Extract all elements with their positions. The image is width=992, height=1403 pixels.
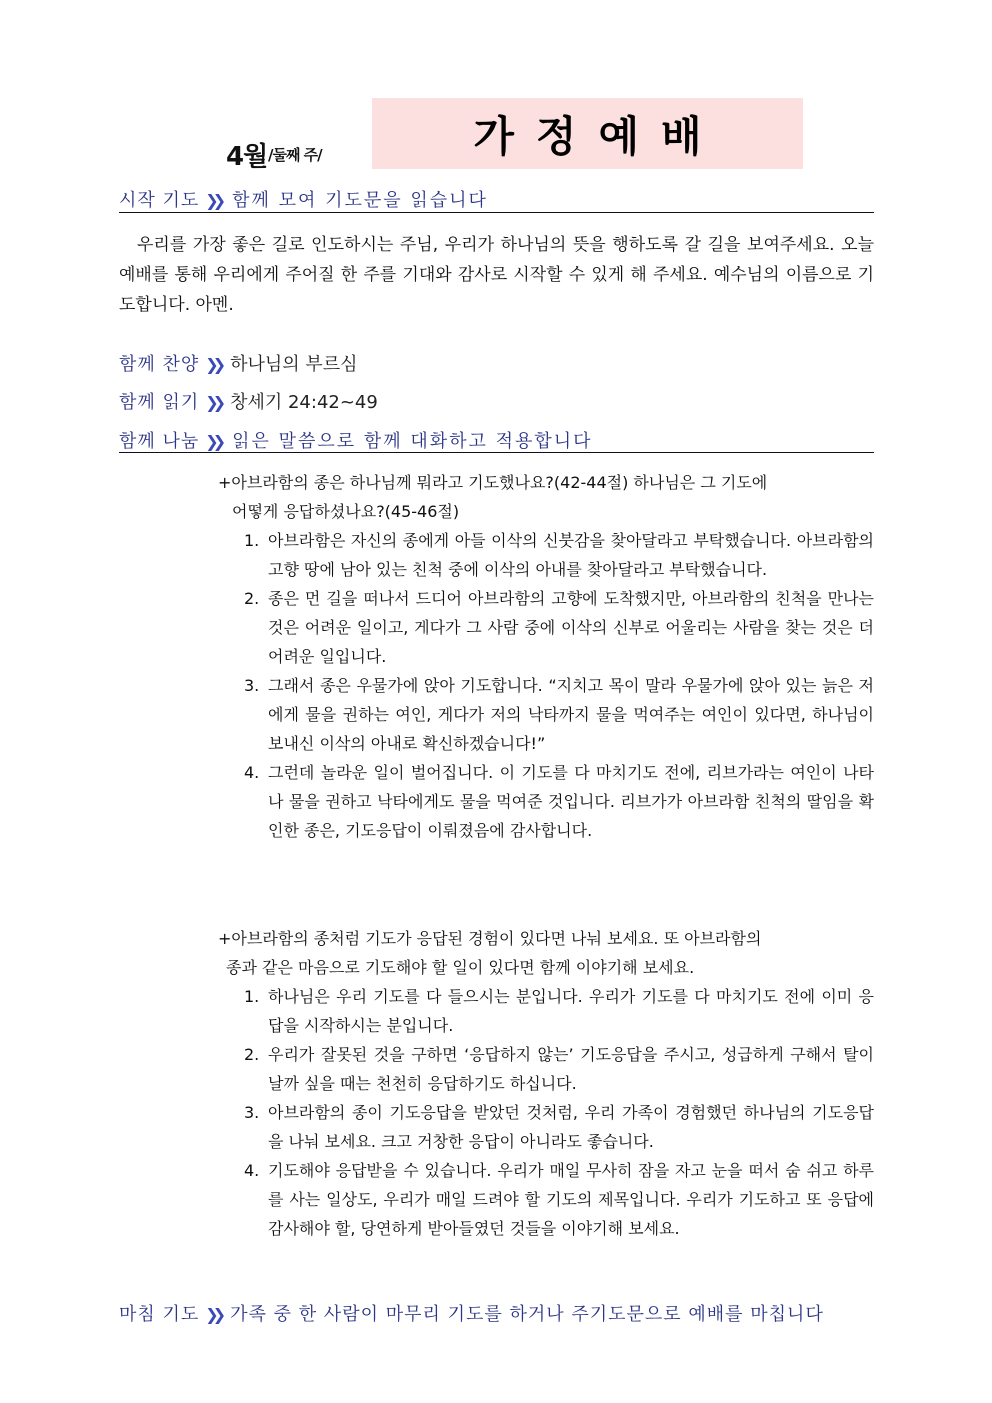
list-item [244, 526, 874, 584]
section-label: 함께 찬양 [119, 354, 200, 375]
answer-list-2 [244, 982, 874, 1243]
item-text: 아브라함은 자신의 종에게 아들 이삭의 신붓감을 찾아달라고 부탁했습니다. 아브라함의 고향 땅에 남아 있는 친척 중에 이삭의 아내를 찾아달라고 부탁했습니다. [268, 531, 874, 579]
list-item [244, 758, 874, 845]
section-description: 가족 중 한 사람이 마무리 기도를 하거나 주기도문으로 예배를 마칩니다 [230, 1304, 824, 1325]
month-label: 4월 [226, 142, 268, 172]
double-chevron-icon: ❯❯ [205, 393, 221, 412]
item-text: 우리가 잘못된 것을 구하면 ‘응답하지 않는’ 기도응답을 주시고, 성급하게 구해서 탈이 날까 싶을 때는 천천히 응답하기도 하십니다. [268, 1045, 874, 1093]
question-line: +아브라함의 종은 하나님께 뭐라고 기도했나요?(42-44절) 하나님은 그 기도에 [218, 473, 768, 492]
section-description: 읽은 말씀으로 함께 대화하고 적용합니다 [232, 431, 593, 452]
section-praise [119, 350, 874, 376]
discussion-question-2 [218, 924, 874, 982]
item-number: 1. [244, 531, 260, 550]
opening-prayer-text: 우리를 가장 좋은 길로 인도하시는 주님, 우리가 하나님의 뜻을 행하도록 갈 길을 보여주세요. 오늘 예배를 통해 우리에게 주어질 한 주를 기대와 감사로 시작할 수 있게 해 주세요. 예수님의 이름으로 기도합니다. 아멘. [119, 235, 874, 315]
list-item [244, 584, 874, 671]
item-text: 그래서 종은 우물가에 앉아 기도합니다. “지치고 목이 말라 우물가에 앉아 있는 늙은 저에게 물을 권하는 여인, 게다가 저의 낙타까지 물을 먹여주는 여인이 있다면, 하나님이 보내신 이삭의 아내로 확신하겠습니다!” [268, 676, 874, 753]
list-item [244, 982, 874, 1040]
scripture-reference: 창세기 24:42~49 [230, 392, 378, 413]
item-number: 4. [244, 763, 260, 782]
question-line: 어떻게 응답하셨나요?(45-46절) [232, 502, 460, 521]
list-item [244, 1098, 874, 1156]
section-label: 시작 기도 [119, 190, 200, 211]
week-label: /둘째 주/ [268, 146, 322, 164]
question-line: +아브라함의 종처럼 기도가 응답된 경험이 있다면 나눠 보세요. 또 아브라함의 [218, 929, 762, 948]
item-number: 1. [244, 987, 260, 1006]
divider [119, 452, 874, 453]
section-label: 함께 읽기 [119, 392, 200, 413]
title-box [372, 98, 803, 169]
item-number: 2. [244, 589, 260, 608]
discussion-question-1 [218, 468, 874, 526]
list-item [244, 671, 874, 758]
item-text: 종은 먼 길을 떠나서 드디어 아브라함의 고향에 도착했지만, 아브라함의 친척을 만나는 것은 어려운 일이고, 게다가 그 사람 중에 이삭의 신부로 어울리는 사람을 찾는 것은 더 어려운 일입니다. [268, 589, 874, 666]
item-text: 기도해야 응답받을 수 있습니다. 우리가 매일 무사히 잠을 자고 눈을 떠서 숨 쉬고 하루를 사는 일상도, 우리가 매일 드려야 할 기도의 제목입니다. 우리가 기도하고 또 응답에 감사해야 할, 당연하게 받아들였던 것들을 이야기해 보세요. [268, 1161, 874, 1238]
double-chevron-icon: ❯❯ [205, 355, 221, 374]
item-text: 하나님은 우리 기도를 다 들으시는 분입니다. 우리가 기도를 다 마치기도 전에 이미 응답을 시작하시는 분입니다. [268, 987, 874, 1035]
item-number: 4. [244, 1161, 260, 1180]
question-line: 종과 같은 마음으로 기도해야 할 일이 있다면 함께 이야기해 보세요. [226, 958, 695, 977]
section-opening-prayer [119, 186, 874, 212]
section-label: 함께 나눔 [119, 431, 200, 452]
section-reading [119, 388, 874, 414]
item-number: 3. [244, 676, 260, 695]
section-closing-prayer [119, 1300, 874, 1326]
item-text: 그런데 놀라운 일이 벌어집니다. 이 기도를 다 마치기도 전에, 리브가라는 여인이 나타나 물을 권하고 낙타에게도 물을 먹여준 것입니다. 리브가가 아브라함 친척의 딸임을 확인한 종은, 기도응답이 이뤄졌음에 감사합니다. [268, 763, 874, 840]
double-chevron-icon: ❯❯ [205, 191, 221, 210]
page-header [0, 98, 992, 170]
item-text: 아브라함의 종이 기도응답을 받았던 것처럼, 우리 가족이 경험했던 하나님의 기도응답을 나눠 보세요. 크고 거창한 응답이 아니라도 좋습니다. [268, 1103, 874, 1151]
page-title: 가정예배 [473, 111, 724, 161]
section-description: 함께 모여 기도문을 읽습니다 [232, 190, 488, 211]
section-sharing [119, 427, 874, 453]
answer-list-1 [244, 526, 874, 845]
divider [119, 212, 874, 213]
list-item [244, 1156, 874, 1243]
double-chevron-icon: ❯❯ [205, 1305, 221, 1324]
item-number: 2. [244, 1045, 260, 1064]
hymn-title: 하나님의 부르심 [230, 354, 358, 375]
item-number: 3. [244, 1103, 260, 1122]
section-label: 마침 기도 [119, 1304, 200, 1325]
double-chevron-icon: ❯❯ [205, 432, 221, 451]
list-item [244, 1040, 874, 1098]
